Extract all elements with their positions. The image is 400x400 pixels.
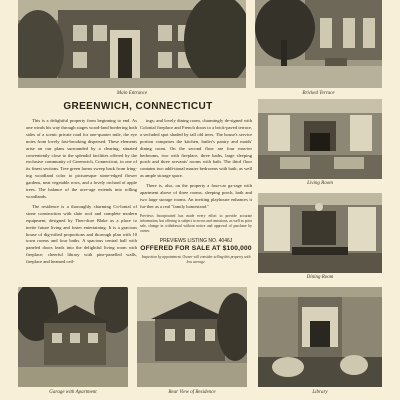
disclaimer-text: Previews Incorporated has made every effort to provide accurate information, but offering is subject to errors and omissions, as well as prior sale, change in withdrawal without notice and approval of purchase by owner. <box>140 213 252 233</box>
description-column-1 <box>26 118 137 269</box>
caption-bricked-terrace: Bricked Terrace <box>302 91 335 96</box>
photo-bricked-terrace <box>255 0 382 88</box>
caption-library: Library <box>312 390 328 395</box>
description-paragraph: There is, also, on the property a four-car ga-rage with apartment above of three rooms, sleeping porch, bath and two large storage rooms. An inviting playhouse enhances it fur-ther as a real "family homestead." <box>140 183 252 209</box>
photo-dining-room <box>258 193 382 273</box>
photo-rear-view <box>137 287 247 387</box>
caption-rear-view: Rear View of Residence <box>168 390 216 395</box>
photo-living-room <box>258 99 382 179</box>
description-paragraph: ings; and lovely dining room, charmingly de-signed with Colonial fireplace and French doors to a brick-paved terrace, a secluded spot shaded by tall old trees. The house's service portion comprises the kitchen, butler's pantry and maids' dining room. On the second floor are four mas-ter bedrooms, two with fireplace, three baths, large sleeping porch and three servants' rooms with bath. The third floor contains two addi-tional master bedrooms with bath, as well as ample storage space. <box>140 118 252 179</box>
photo-garage <box>18 287 128 387</box>
photo-library <box>258 287 382 387</box>
description-paragraph: The residence is a thoroughly charming Co-lonial of stone construction with slate roof and complete modern equipment, designed by Theo-dore Blake as a place to invite future living and foster entertaining. It is a gracious house of dig-nified proportions and thorough plan with 10 town rooms and four baths. A spacious central hall with paneled doors leads into the delightful living room with fireplace; cheerful library with pine-panelled walls, fireplace and beamed ceil- <box>26 203 137 265</box>
description-column-2 <box>140 118 252 265</box>
inspection-note: Inspection by appointment. Owner will consider selling this property with less acreage. <box>141 254 251 264</box>
caption-garage: Garage with Apartment <box>49 390 97 395</box>
caption-living-room: Living Room <box>307 181 333 186</box>
listing-number: PREVIEWS LISTING NO. 4046J <box>159 237 233 244</box>
caption-dining-room: Dining Room <box>306 275 334 280</box>
description-paragraph: This is a delightful property from beginning to end. As one winds his way through stages wood-land bordering both sides of a scenic private road for one-quarter mile, the eye notes from lovely fast-brooking dispersed. These elements arise on our plans surrounded by a clearing, situated conveniently close to the splendid facilities offered by the exclusive community of Greenwich, Connecticut, in one of its finest sections. Tree green lawns sweep back from fring-ing woodland color to picturesque stone-edged flower gardens, neat vegetable rows, and a lovely orchard of apple trees. The balance of the acre-age extends into rolling woodlands. <box>26 118 137 199</box>
caption-main-entrance: Main Entrance <box>116 91 148 96</box>
listing-title: GREENWICH, CONNECTICUT <box>63 101 213 112</box>
offer-price: OFFERED FOR SALE AT $100,000 <box>140 244 252 252</box>
photo-main-entrance <box>18 0 246 88</box>
